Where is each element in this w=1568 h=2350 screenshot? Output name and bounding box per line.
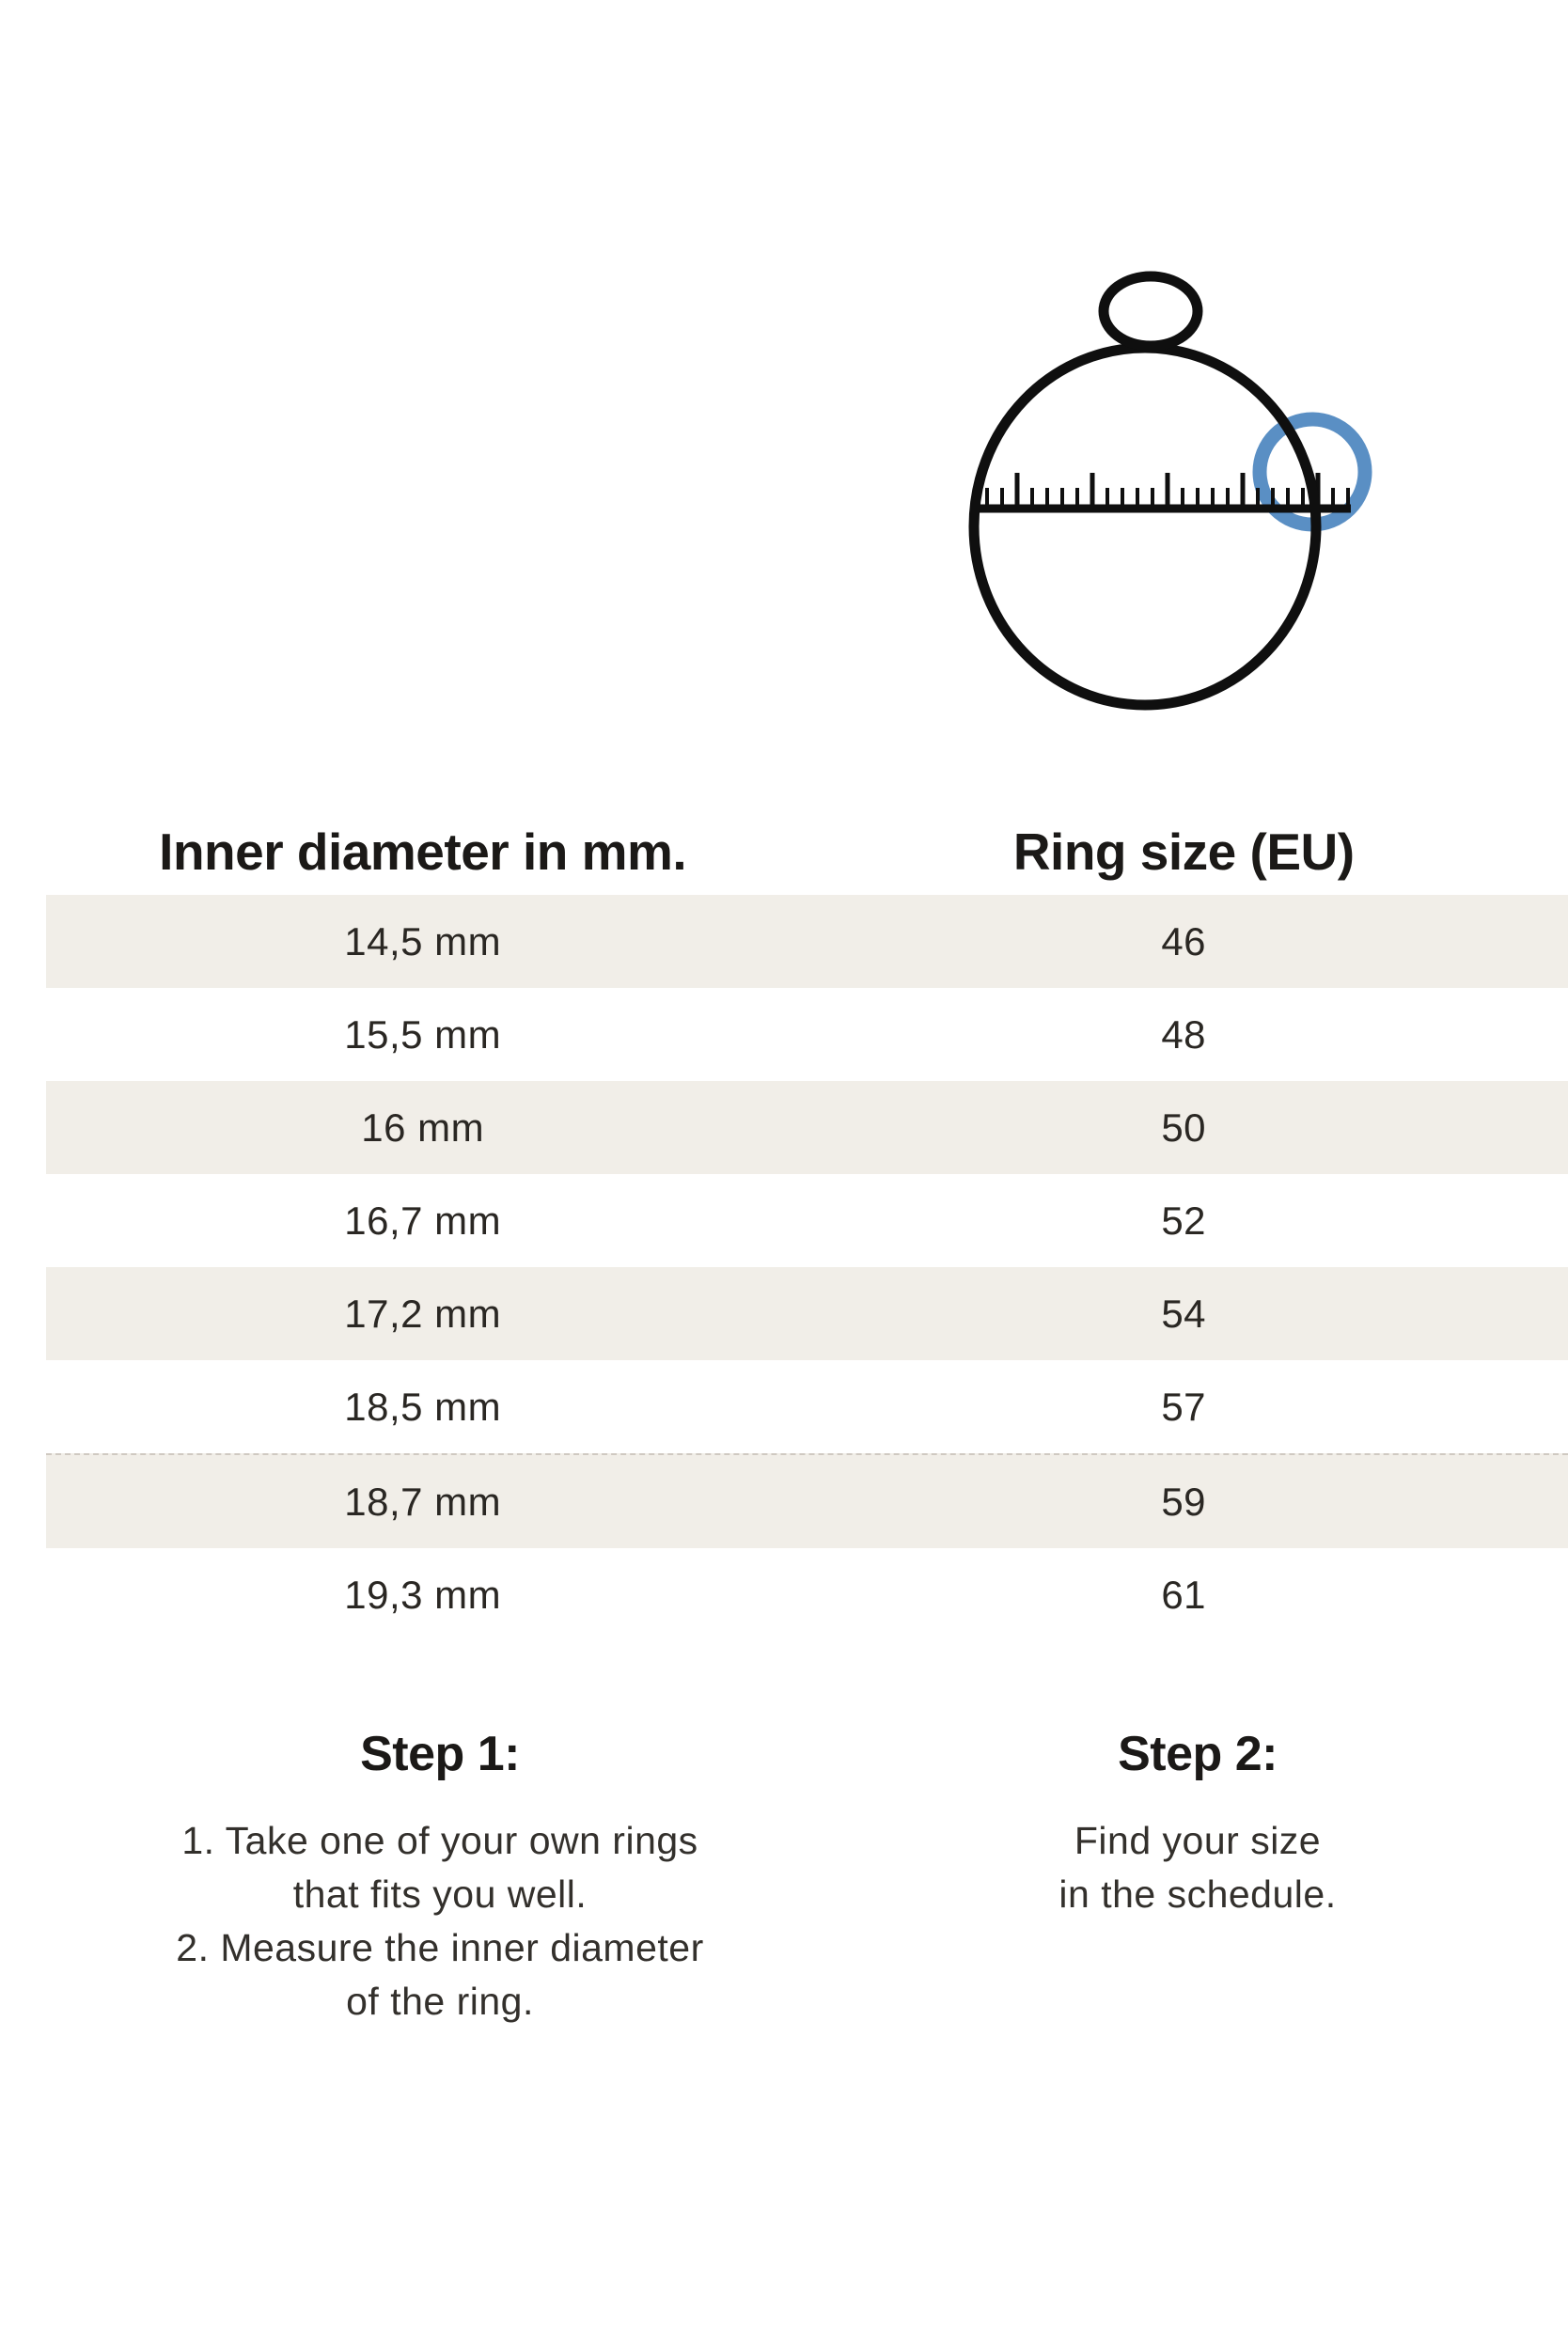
table-row <box>46 895 1568 988</box>
column-header-inner-diameter: Inner diameter in mm. <box>159 822 687 881</box>
step-1-line: 1. Take one of your own rings <box>181 1819 698 1862</box>
table-row <box>46 1453 1568 1548</box>
diameter-cell: 18,5 mm <box>344 1384 502 1429</box>
diameter-cell: 16 mm <box>361 1104 485 1150</box>
step-2-instructions <box>906 1726 1489 1921</box>
step-2-line: Find your size <box>1074 1819 1322 1862</box>
step-2-line: in the schedule. <box>1058 1872 1337 1916</box>
size-cell: 52 <box>1161 1198 1207 1243</box>
step-1-line: of the ring. <box>346 1980 534 2023</box>
size-cell: 50 <box>1161 1104 1207 1150</box>
diameter-cell: 18,7 mm <box>344 1479 502 1524</box>
table-row <box>46 1548 1568 1641</box>
diameter-cell: 16,7 mm <box>344 1198 502 1243</box>
step-1-line: that fits you well. <box>292 1872 588 1916</box>
tape-circle-icon <box>974 348 1316 705</box>
table-row <box>46 1267 1568 1360</box>
table-row <box>46 988 1568 1081</box>
diameter-cell: 14,5 mm <box>344 918 502 964</box>
tape-loop-icon <box>1104 276 1198 346</box>
table-header-row <box>46 808 1568 895</box>
step-1-line: 2. Measure the inner diameter <box>176 1926 704 1969</box>
size-cell: 48 <box>1161 1011 1207 1057</box>
ring-size-table <box>46 808 1568 1641</box>
size-cell: 61 <box>1161 1572 1207 1617</box>
diameter-cell: 15,5 mm <box>344 1011 502 1057</box>
ring-measurement-diagram <box>0 0 1568 790</box>
diameter-cell: 17,2 mm <box>344 1291 502 1336</box>
table-row <box>46 1174 1568 1267</box>
size-cell: 54 <box>1161 1291 1207 1336</box>
table-row <box>46 1081 1568 1174</box>
size-cell: 59 <box>1161 1479 1207 1524</box>
column-header-ring-size: Ring size (EU) <box>1012 822 1355 881</box>
size-cell: 46 <box>1161 918 1207 964</box>
size-cell: 57 <box>1161 1384 1207 1429</box>
step-2-title: Step 2: <box>1118 1727 1278 1781</box>
step-1-title: Step 1: <box>360 1727 520 1781</box>
diameter-cell: 19,3 mm <box>344 1572 502 1617</box>
table-row <box>46 1360 1568 1453</box>
step-1-instructions <box>55 1726 825 2029</box>
